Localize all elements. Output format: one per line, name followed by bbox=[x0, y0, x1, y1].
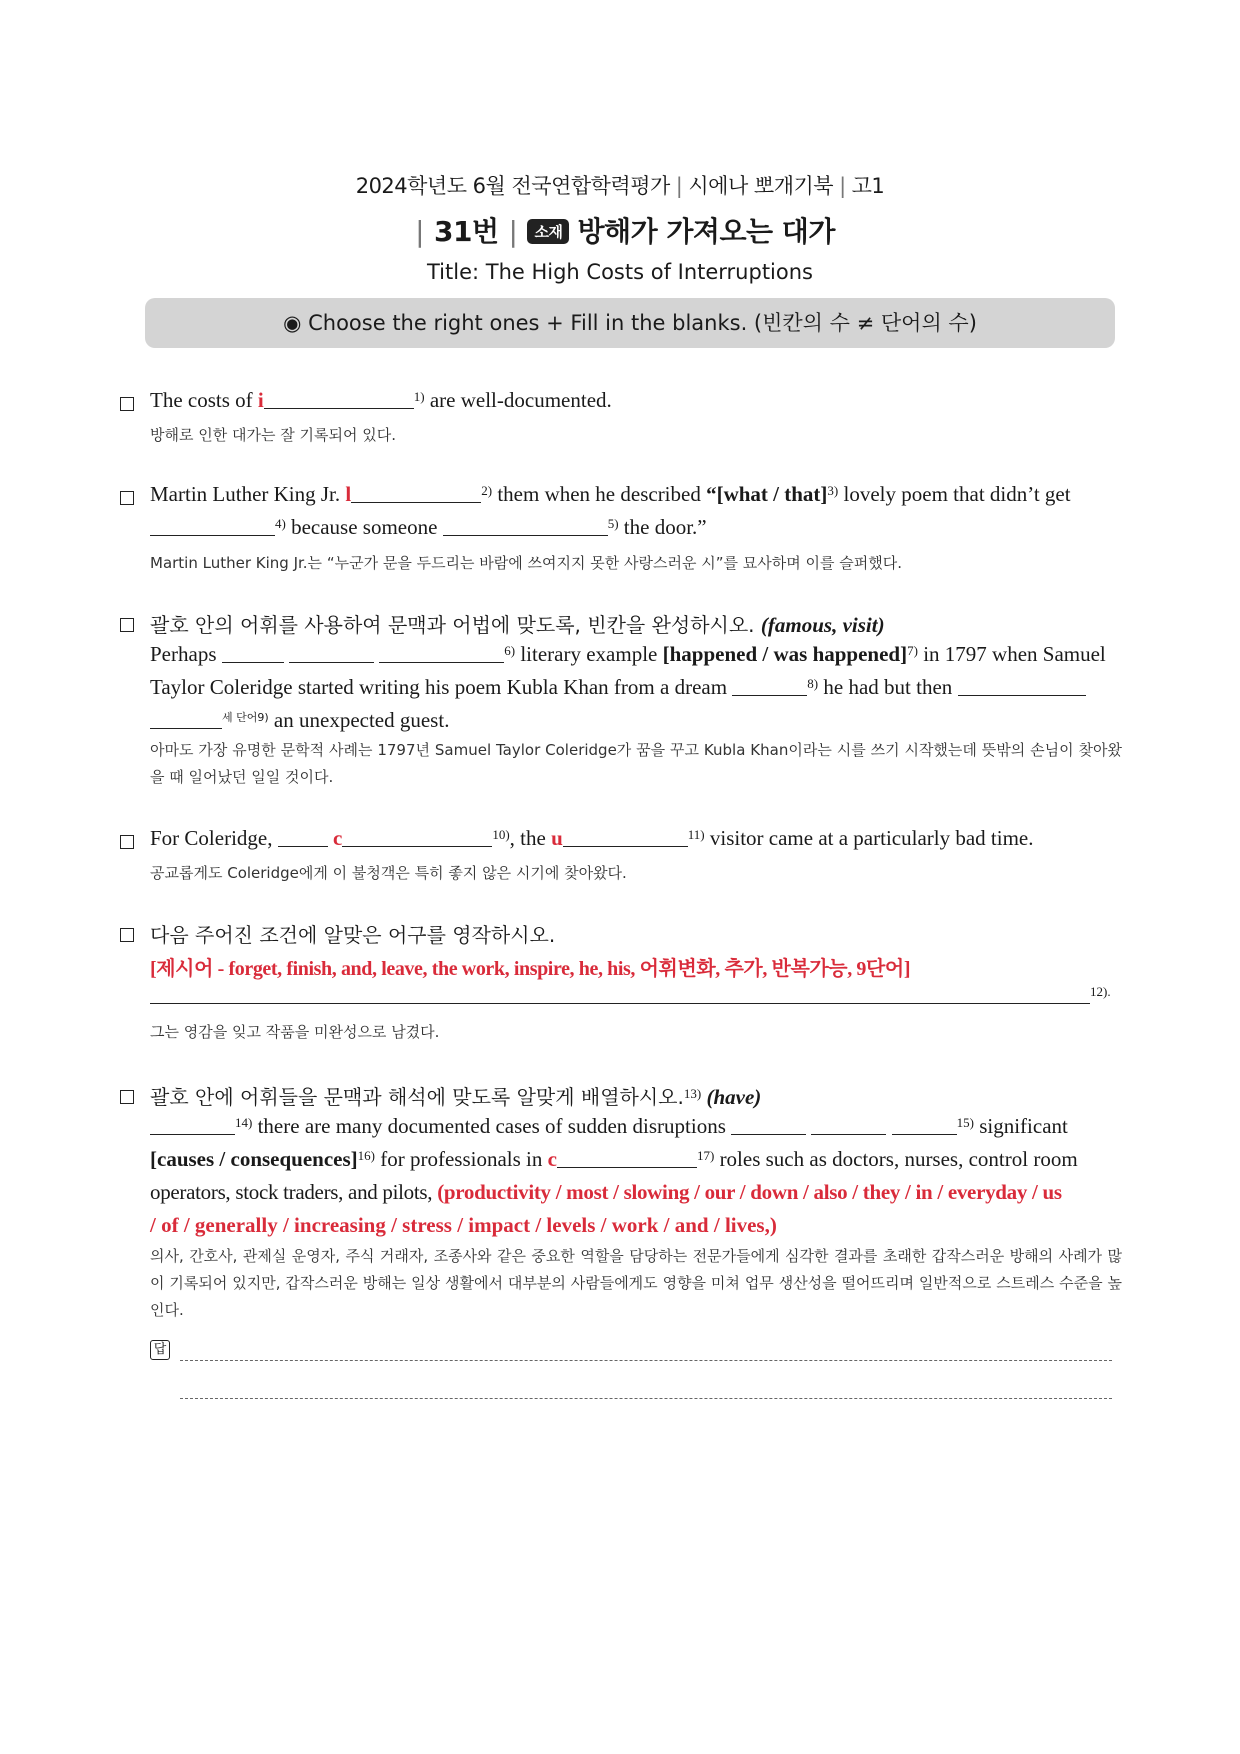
q5-instruction: 다음 주어진 조건에 알맞은 어구를 영작하시오. bbox=[150, 923, 556, 947]
q3-instruction bbox=[150, 609, 885, 638]
text: in 1797 when Samuel bbox=[917, 642, 1106, 666]
text: are well-documented. bbox=[424, 388, 612, 412]
blank-number: 4) bbox=[275, 516, 286, 531]
blank[interactable] bbox=[557, 1149, 697, 1168]
blank[interactable] bbox=[278, 828, 328, 847]
q3-line-2 bbox=[150, 675, 1086, 700]
blank-number: 5) bbox=[607, 516, 619, 531]
blank[interactable] bbox=[379, 644, 504, 663]
question-number: 31번 bbox=[434, 215, 499, 248]
text: lovely poem that didn’t get bbox=[838, 482, 1071, 506]
hint-letter: c bbox=[547, 1147, 557, 1171]
blank-number: 16) bbox=[357, 1148, 375, 1163]
checkbox[interactable] bbox=[120, 1090, 134, 1104]
text: visitor came at a particularly bad time. bbox=[704, 826, 1034, 850]
checkbox[interactable] bbox=[120, 928, 134, 942]
blank[interactable] bbox=[222, 644, 284, 663]
q2-line-2 bbox=[150, 515, 707, 540]
answer-line[interactable] bbox=[180, 1360, 1112, 1361]
given-word: (have) bbox=[701, 1085, 762, 1109]
blank[interactable] bbox=[351, 484, 481, 503]
blank[interactable] bbox=[958, 677, 1086, 696]
text: significant bbox=[973, 1114, 1068, 1138]
q5-answer-line bbox=[150, 983, 1111, 1008]
hint-letter: i bbox=[257, 388, 264, 412]
q6-line-3 bbox=[150, 1180, 1062, 1205]
header-topic-line: | 31번 | 소재 방해가 가져오는 대가 bbox=[415, 215, 835, 248]
choice-bracket[interactable]: [causes / consequences] bbox=[150, 1147, 358, 1171]
passage-title: Title: The High Costs of Interruptions bbox=[426, 260, 813, 284]
text: Martin Luther King Jr. bbox=[150, 482, 346, 506]
blank[interactable] bbox=[811, 1116, 886, 1135]
blank[interactable] bbox=[150, 517, 275, 536]
korean-translation: 아마도 가장 유명한 문학적 사례는 1797년 Samuel Taylor Coleridge가 꿈을 꾸고 Kubla Khan이라는 시를 쓰기 시작했는데 뜻밖의 손님이 찾아왔을 때 일어났던 일일 것이다. bbox=[150, 741, 1122, 786]
answer-line[interactable] bbox=[180, 1398, 1112, 1399]
blank-number: 15) bbox=[956, 1115, 974, 1130]
text: there are many documented cases of sudden disruptions bbox=[252, 1114, 732, 1138]
hint-letter: u bbox=[551, 826, 563, 850]
blank[interactable] bbox=[563, 828, 688, 847]
q2-line-1 bbox=[150, 482, 1071, 507]
text: Perhaps bbox=[150, 642, 222, 666]
korean-translation: 공교롭게도 Coleridge에게 이 불청객은 특히 좋지 않은 시기에 찾아왔다. bbox=[150, 864, 627, 882]
blank[interactable] bbox=[264, 390, 414, 409]
instruction-text: 괄호 안의 어휘를 사용하여 문맥과 어법에 맞도록, 빈칸을 완성하시오. bbox=[150, 613, 761, 637]
blank-number: 2) bbox=[481, 483, 493, 498]
q6-line-1 bbox=[150, 1114, 1068, 1139]
checkbox[interactable] bbox=[120, 618, 134, 632]
choice-bracket[interactable]: [happened / was happened] bbox=[662, 642, 908, 666]
topic-title: 방해가 가져오는 대가 bbox=[577, 215, 835, 248]
scrambled-words: (productivity / most / slowing / our / down / also / they / in / everyday / us bbox=[437, 1180, 1062, 1204]
text: roles such as doctors, nurses, control room bbox=[714, 1147, 1078, 1171]
q6-instruction bbox=[150, 1081, 761, 1110]
text: operators, stock traders, and pilots, bbox=[150, 1180, 438, 1204]
text: For Coleridge, bbox=[150, 826, 278, 850]
instruction-banner: ◉ Choose the right ones + Fill in the blanks. (빈칸의 수 ≠ 단어의 수) bbox=[145, 298, 1115, 348]
answer-label: 답 bbox=[150, 1340, 170, 1360]
korean-translation: Martin Luther King Jr.는 “누군가 문을 두드리는 바람에 쓰여지지 못한 사랑스러운 시”를 묘사하며 이를 슬퍼했다. bbox=[150, 554, 902, 572]
blank-number: 17) bbox=[696, 1148, 715, 1163]
blank[interactable] bbox=[342, 828, 492, 847]
text: an unexpected guest. bbox=[268, 708, 450, 732]
korean-translation: 방해로 인한 대가는 잘 기록되어 있다. bbox=[150, 426, 396, 444]
blank[interactable] bbox=[892, 1116, 957, 1135]
checkbox[interactable] bbox=[120, 491, 134, 505]
q4-sentence bbox=[150, 826, 1033, 851]
instruction-text: 괄호 안에 어휘들을 문맥과 해석에 맞도록 알맞게 배열하시오. bbox=[150, 1085, 684, 1109]
checkbox[interactable] bbox=[120, 397, 134, 411]
text: he had but then bbox=[818, 675, 953, 699]
q5-conditions: [제시어 - forget, finish, and, leave, the work, inspire, he, his, 어휘변화, 추가, 반복가능, 9단어] bbox=[150, 958, 911, 980]
blank-number: 8) bbox=[807, 676, 819, 691]
q6-line-2 bbox=[150, 1147, 1078, 1172]
hint-letter: c bbox=[332, 826, 343, 850]
text: , the bbox=[509, 826, 552, 850]
answer-blank[interactable] bbox=[150, 985, 1090, 1004]
q1-sentence bbox=[150, 388, 612, 413]
text: for professionals in bbox=[375, 1147, 548, 1171]
blank[interactable] bbox=[443, 517, 608, 536]
blank[interactable] bbox=[150, 1116, 235, 1135]
q6-line-4: / of / generally / increasing / stress / impact / levels / work / and / lives,) bbox=[150, 1213, 777, 1237]
text: the door.” bbox=[618, 515, 707, 539]
blank-number: 3) bbox=[827, 483, 839, 498]
text: them when he described bbox=[492, 482, 707, 506]
blank-number: 6) bbox=[504, 643, 516, 658]
blank-number: 11) bbox=[687, 827, 705, 842]
q3-line-1 bbox=[150, 642, 1106, 667]
book-name: 시에나 뽀개기북 bbox=[688, 174, 834, 198]
text: Taylor Coleridge started writing his poem Kubla Khan from a dream bbox=[150, 675, 733, 699]
q3-line-3 bbox=[150, 708, 449, 733]
given-words: (famous, visit) bbox=[760, 613, 885, 637]
blank-number: 세 단어9) bbox=[222, 711, 269, 724]
blank-number: 1) bbox=[413, 389, 425, 404]
choice-bracket[interactable]: “[what / that] bbox=[706, 482, 828, 506]
blank-number: 10) bbox=[492, 827, 510, 842]
blank-number: 7) bbox=[907, 643, 918, 658]
blank-number: 12). bbox=[1090, 984, 1111, 999]
text: literary example bbox=[515, 642, 663, 666]
checkbox[interactable] bbox=[120, 835, 134, 849]
topic-tag: 소재 bbox=[527, 219, 569, 244]
header-exam-line: 2024학년도 6월 전국연합학력평가 | 시에나 뽀개기북 | 고1 bbox=[355, 174, 885, 198]
blank-number: 14) bbox=[235, 1115, 253, 1130]
grade: 고1 bbox=[851, 174, 885, 198]
blank[interactable] bbox=[150, 710, 222, 729]
blank[interactable] bbox=[732, 677, 807, 696]
text: because someone bbox=[285, 515, 443, 539]
korean-translation: 의사, 간호사, 관제실 운영자, 주식 거래자, 조종사와 같은 중요한 역할을 담당하는 전문가들에게 심각한 결과를 초래한 갑작스러운 방해의 사례가 많이 기록되어 있지만, 갑작스러운 방해는 일상 생활에서 대부분의 사람들에게도 영향을 미쳐 업무 생산성을 떨어뜨리며 일반적으로 스트레스 수준을 높인다. bbox=[150, 1247, 1122, 1319]
blank[interactable] bbox=[731, 1116, 806, 1135]
exam-name: 2024학년도 6월 전국연합학력평가 bbox=[355, 174, 670, 198]
korean-translation: 그는 영감을 잊고 작품을 미완성으로 남겼다. bbox=[150, 1023, 440, 1041]
blank-number: 13) bbox=[683, 1086, 702, 1101]
text: The costs of bbox=[150, 388, 258, 412]
blank[interactable] bbox=[289, 644, 374, 663]
hint-letter: l bbox=[345, 482, 352, 506]
